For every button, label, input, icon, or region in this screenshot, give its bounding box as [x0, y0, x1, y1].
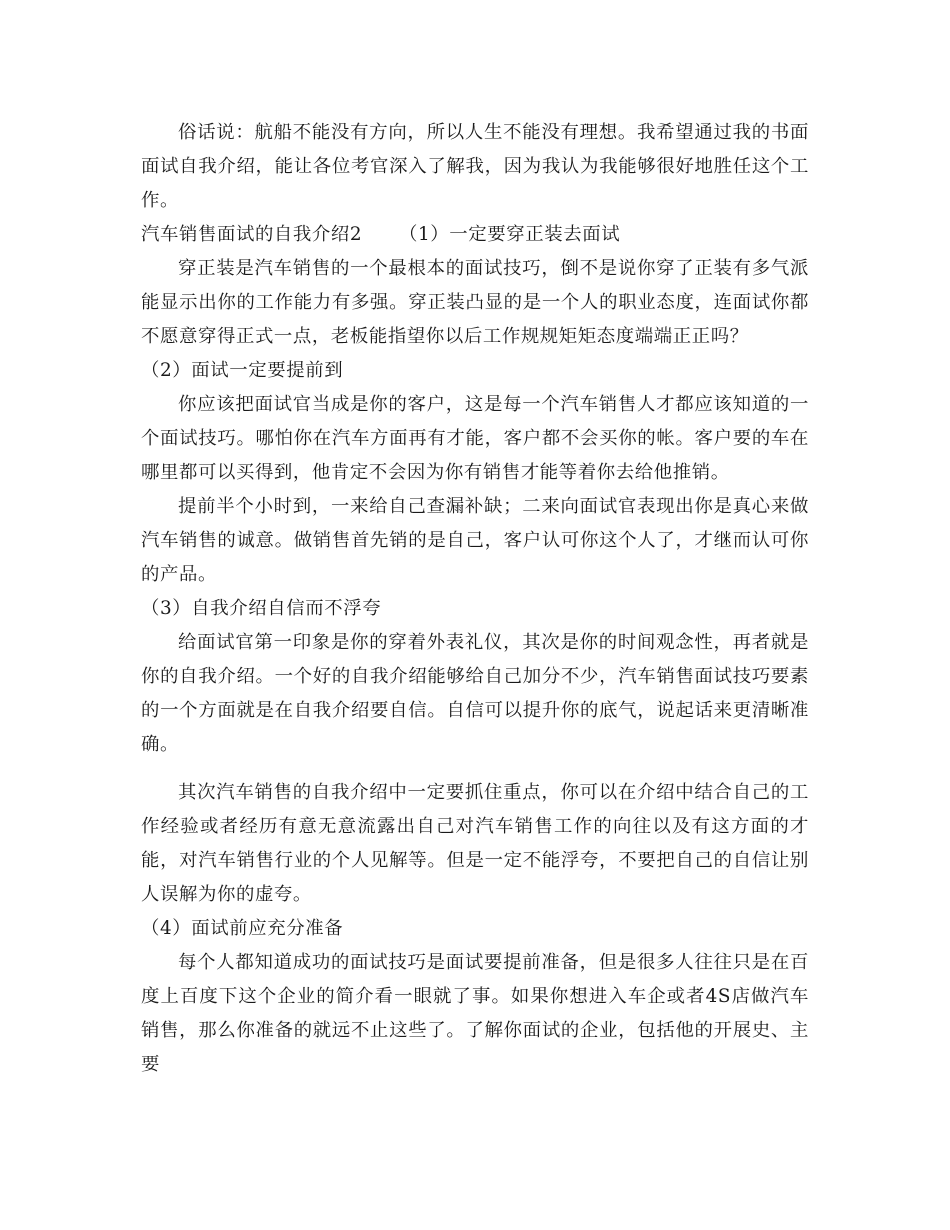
- paragraph-formal-wear: 穿正装是汽车销售的一个最根本的面试技巧，倒不是说你穿了正装有多气派能显示出你的工作能力有多强。穿正装凸显的是一个人的职业态度，连面试你都不愿意穿得正式一点，老板能指望你以后工作规规矩矩态度端端正正吗？: [141, 258, 809, 347]
- paragraph-preparation: 每个人都知道成功的面试技巧是面试要提前准备，但是很多人往往只是在百度上百度下这个企业的简介看一眼就了事。如果你想进入车企或者4S店做汽车销售，那么你准备的就远不止这些了。了解你面试的企业，包括他的开展史、主要: [141, 952, 809, 1075]
- heading-3: （3）自我介绍自信而不浮夸: [141, 598, 382, 619]
- heading-2: （2）面试一定要提前到: [141, 360, 344, 381]
- paragraph-customer: 你应该把面试官当成是你的客户，这是每一个汽车销售人才都应该知道的一个面试技巧。哪怕你在汽车方面再有才能，客户都不会买你的帐。客户要的车在哪里都可以买得到，他肯定不会因为你有销售才能等着你去给他推销。: [141, 394, 809, 483]
- paragraph-key-points: 其次汽车销售的自我介绍中一定要抓住重点，你可以在介绍中结合自己的工作经验或者经历有意无意流露出自己对汽车销售工作的向往以及有这方面的才能，对汽车销售行业的个人见解等。但是一定不能浮夸，不要把自己的自信让别人误解为你的虚夸。: [141, 782, 809, 905]
- section-title: 汽车销售面试的自我介绍2: [141, 224, 363, 245]
- paragraph-intro: 俗话说：航船不能没有方向，所以人生不能没有理想。我希望通过我的书面面试自我介绍，能让各位考官深入了解我，因为我认为我能够很好地胜任这个工作。: [141, 122, 809, 211]
- paragraph-early-arrival: 提前半个小时到，一来给自己查漏补缺；二来向面试官表现出你是真心来做汽车销售的诚意。做销售首先销的是自己，客户认可你这个人了，才继而认可你的产品。: [141, 496, 809, 585]
- heading-1: （1）一定要穿正装去面试: [399, 224, 621, 245]
- paragraph-first-impression: 给面试官第一印象是你的穿着外表礼仪，其次是你的时间观念性，再者就是你的自我介绍。一个好的自我介绍能够给自己加分不少，汽车销售面试技巧要素的一个方面就是在自我介绍要自信。自信可以提升你的底气，说起话来更清晰准确。: [141, 632, 809, 755]
- document-body: [141, 116, 809, 1082]
- heading-4: （4）面试前应充分准备: [141, 918, 344, 939]
- section-heading-row: [141, 218, 809, 252]
